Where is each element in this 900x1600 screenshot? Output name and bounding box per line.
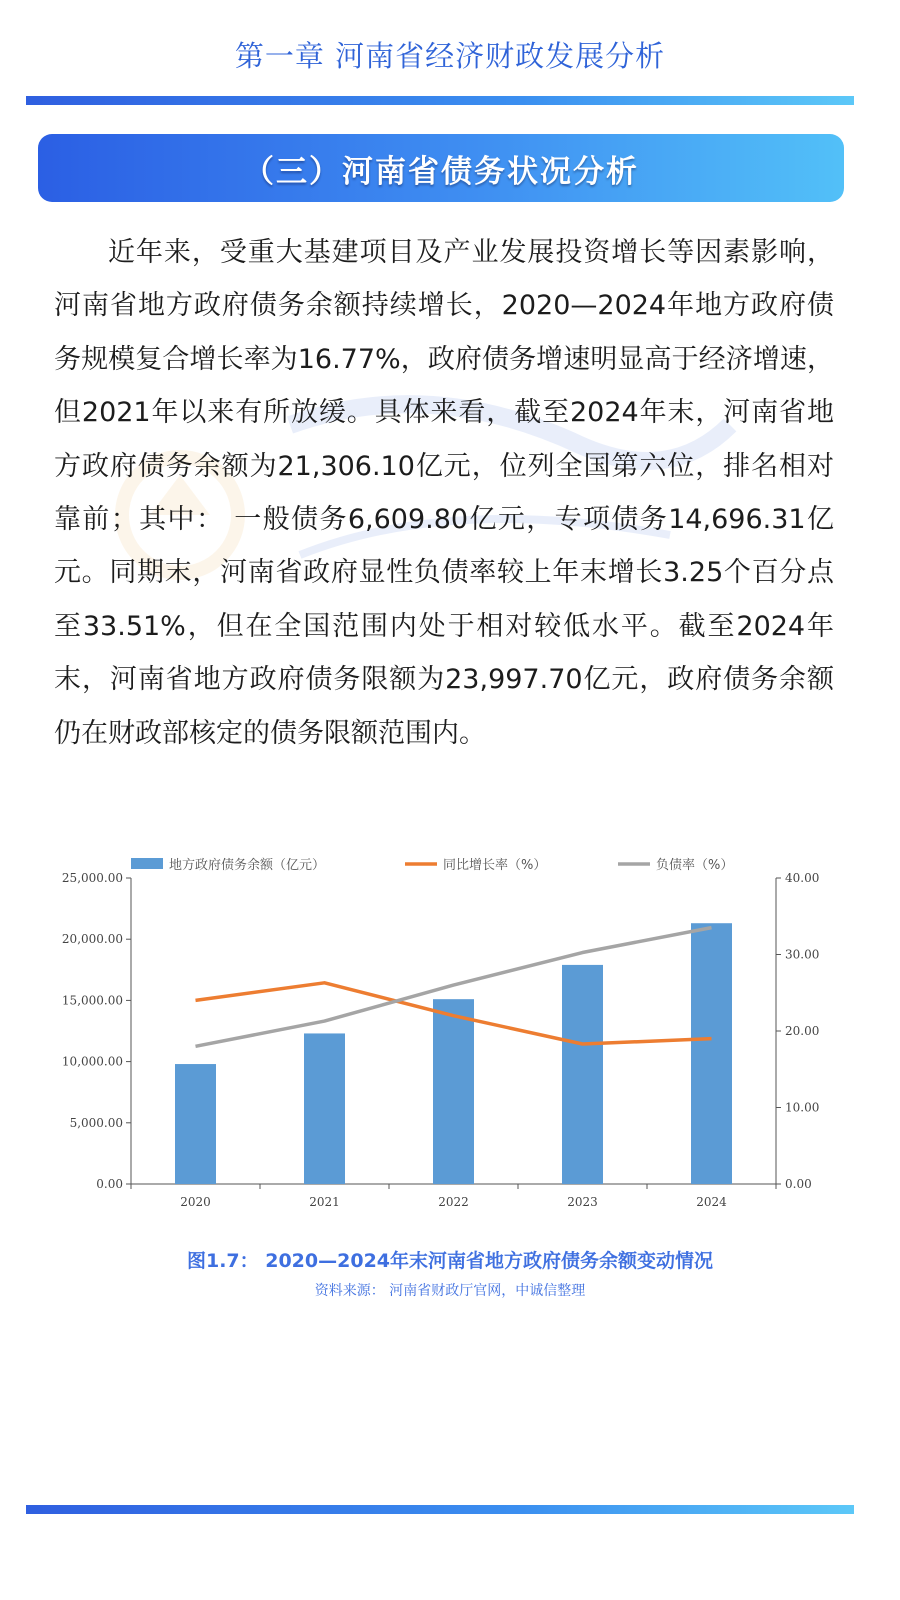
x-tick-label: 2023 (567, 1195, 598, 1209)
x-tick-label: 2024 (696, 1195, 727, 1209)
x-tick-label: 2021 (309, 1195, 340, 1209)
right-tick-label: 20.00 (785, 1024, 820, 1038)
chart-svg (40, 840, 860, 1220)
left-tick-label: 10,000.00 (61, 1054, 123, 1069)
top-divider (26, 96, 854, 105)
legend-label: 负债率（%） (656, 858, 734, 873)
x-tick-label: 2022 (438, 1195, 469, 1209)
bottom-divider (26, 1505, 854, 1514)
debt-chart (40, 840, 860, 1220)
legend-label: 同比增长率（%） (443, 858, 547, 873)
left-tick-label: 15,000.00 (61, 993, 123, 1008)
right-tick-label: 10.00 (785, 1100, 820, 1115)
left-tick-label: 25,000.00 (61, 871, 123, 885)
right-tick-label: 30.00 (785, 947, 820, 962)
right-tick-label: 0.00 (785, 1177, 812, 1191)
chapter-title: 第一章 河南省经济财政发展分析 (234, 39, 666, 73)
figure-caption: 图1.7： 2020—2024年末河南省地方政府债务余额变动情况 (186, 1250, 714, 1272)
bar-2024 (691, 923, 732, 1184)
bar-2023 (562, 965, 603, 1184)
bar-2020 (175, 1064, 216, 1184)
left-tick-label: 20,000.00 (61, 932, 123, 947)
bar-2021 (304, 1033, 345, 1184)
left-tick-label: 0.00 (96, 1177, 123, 1191)
x-tick-label: 2020 (180, 1195, 211, 1209)
right-tick-label: 40.00 (785, 871, 820, 885)
section-banner (38, 134, 844, 202)
left-tick-label: 5,000.00 (69, 1115, 123, 1130)
figure-source: 资料来源： 河南省财政厅官网，中诚信整理 (314, 1283, 586, 1299)
legend-label: 地方政府债务余额（亿元） (169, 858, 326, 873)
legend-swatch-bar (131, 858, 163, 869)
body-paragraph: 近年来，受重大基建项目及产业发展投资增长等因素影响，河南省地方政府债务余额持续增长，2020—2024年地方政府债务规模复合增长率为16.77%，政府债务增速明显高于经济增速，但2021年以来有所放缓。具体来看，截至2024年末，河南省地方政府债务余额为21,306.10亿元，位列全国第六位，排名相对靠前；其中： 一般债务6,609.80亿元，专项债务14,696.31亿元。同期末，河南省政府显性负债率较上年末增长3.25个百分点至33.51%，但在全国范围内处于相对较低水平。截至2024年末，河南省地方政府债务限额为23,997.70亿元，政府债务余额仍在财政部核定的债务限额范围内。 (54, 237, 834, 749)
bar-2022 (433, 999, 474, 1184)
section-title: （三）河南省债务状况分析 (243, 153, 639, 190)
